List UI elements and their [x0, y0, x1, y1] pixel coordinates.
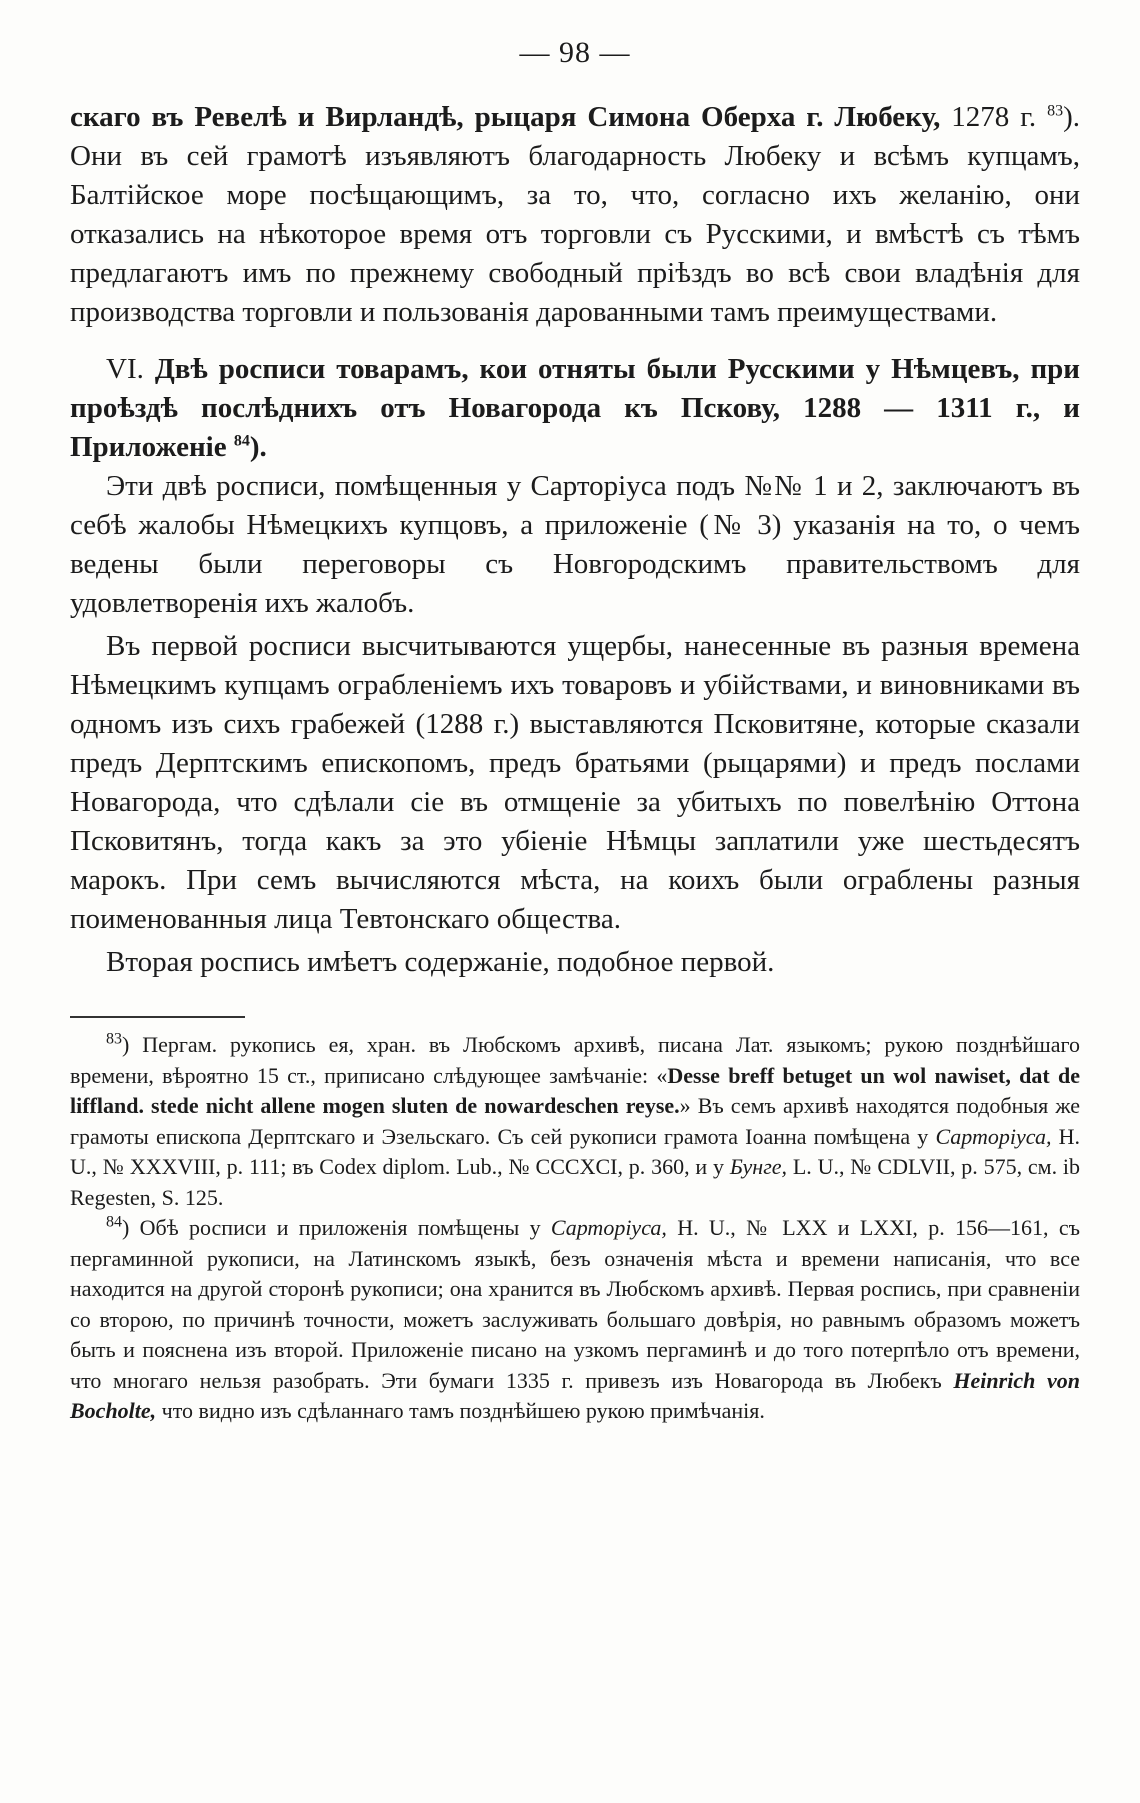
footnote-divider	[70, 1016, 245, 1018]
footnote-83-bunge: Бунге,	[729, 1154, 788, 1179]
footnote-83-text-2: » Въ семъ архивѣ находятся подобныя же грамоты епископа Дерптскаго и Эзельскаго. Съ сей рукописи грамота Іоанна помѣщена у	[70, 1093, 1080, 1149]
section-numeral: VI.	[106, 353, 144, 385]
section-heading-text: Двѣ росписи товарамъ, кои отняты были Русскими у Нѣмцевъ, при проѣздѣ послѣднихъ отъ Новагорода къ Пскову, 1288 — 1311 г., и Приложеніе	[70, 353, 1080, 463]
footnote-83-text-4: L. U., № CDLVII, p. 575, см. ib Regesten, S. 125.	[70, 1154, 1080, 1210]
footnote-84	[70, 1213, 1080, 1427]
section-heading-vi	[70, 350, 1080, 467]
footnote-83-german-quote: Desse breff betuget un wol nawiset, dat de liffland. stede nicht allene mogen sluten de nowardeschen reyse.	[70, 1062, 1080, 1118]
footnote-83-marker: 83	[106, 1030, 122, 1048]
footnote-84-heinrich: Heinrich von Bocholte,	[70, 1367, 1080, 1423]
opening-bold-title: скаго въ Ревелѣ и Вирландѣ, рыцаря Симона Оберха г. Любеку,	[70, 101, 941, 133]
section-heading-end: ).	[249, 431, 267, 463]
footnote-84-text-1: ) Обѣ росписи и приложенія помѣщены у	[122, 1215, 551, 1240]
footnote-ref-83[interactable]: 83	[1047, 102, 1064, 120]
paragraph-2: Въ первой росписи высчитываются ущербы, нанесенные въ разныя времена Нѣмецкимъ купцамъ ограбленіемъ ихъ товаровъ и убійствами, и виновниками въ одномъ изъ сихъ грабежей (1288 г.) выставляются Псковитяне, которые сказали предъ Дерптскимъ епископомъ, предъ братьями (рыцарями) и предъ послами Новагорода, что сдѣлали сіе въ отмщеніе за убитыхъ по повелѣнію Оттона Псковитянъ, тогда какъ за это убіеніе Нѣмцы заплатили уже шестьдесятъ марокъ. При семъ вычисляются мѣста, на коихъ были ограблены разныя поименованныя лица Тевтонскаго общества.	[70, 630, 1080, 935]
document-page	[70, 36, 1080, 1427]
footnote-84-text-3: что видно изъ сдѣланнаго тамъ позднѣйшею рукою примѣчанія.	[156, 1398, 765, 1423]
footnote-83	[70, 1030, 1080, 1213]
paragraph-1: Эти двѣ росписи, помѣщенныя у Сарторіуса подъ №№ 1 и 2, заключаютъ въ себѣ жалобы Нѣмецкихъ купцовъ, а приложеніе (№ 3) указанія на то, о чемъ ведены были переговоры съ Новгородскимъ правительствомъ для удовлетворенія ихъ жалобъ.	[70, 470, 1080, 619]
opening-text: ). Они въ сей грамотѣ изъявляютъ благодарность Любеку и всѣмъ купцамъ, Балтійское море посѣщающимъ, за то, что, согласно ихъ желанію, они отказались на нѣкоторое время отъ торговли съ Русскими, и вмѣстѣ съ тѣмъ предлагаютъ имъ по прежнему свободный пріѣздъ во всѣ свои владѣнія для производства торговли и пользованія дарованными тамъ преимуществами.	[70, 101, 1081, 328]
footnote-84-marker: 84	[106, 1213, 122, 1231]
main-text	[70, 98, 1080, 982]
footnote-84-sartorius: Сарторіуса,	[550, 1215, 667, 1240]
page-number: — 98 —	[519, 36, 631, 69]
footnote-84-text-2: H. U., № LXX и LXXI, p. 156—161, съ пергаминной рукописи, на Латинскомъ языкѣ, безъ означенія мѣста и времени написанія, что все находится на другой сторонѣ рукописи; она хранится въ Любскомъ архивѣ. Первая роспись, при сравненіи со второю, по причинѣ точности, можетъ заслуживать большаго довѣрія, но равнымъ образомъ можетъ быть и пояснена изъ второй. Приложеніе писано на узкомъ пергаминѣ и до того потерпѣло отъ времени, что многаго нельзя разобрать. Эти бумаги 1335 г. привезъ изъ Новагорода въ Любекъ	[70, 1215, 1080, 1393]
footnote-83-text-3: H. U., № XXXVIII, p. 111; въ Codex diplom. Lub., № CCCXCI, p. 360, и у	[70, 1123, 1080, 1179]
opening-paragraph	[70, 98, 1080, 332]
footnote-ref-84[interactable]: 84	[233, 432, 250, 450]
footnotes	[70, 1030, 1080, 1427]
opening-year: 1278 г.	[940, 101, 1048, 133]
paragraph-3: Вторая роспись имѣетъ содержаніе, подобное первой.	[106, 946, 775, 978]
footnote-83-sartorius: Сарторіуса,	[935, 1123, 1052, 1149]
footnote-83-text-1: ) Пергам. рукопись ея, хран. въ Любскомъ архивѣ, писана Лат. языкомъ; рукою позднѣйшаго времени, вѣроятно 15 ст., приписано слѣдующее замѣчаніе: «	[70, 1032, 1080, 1088]
